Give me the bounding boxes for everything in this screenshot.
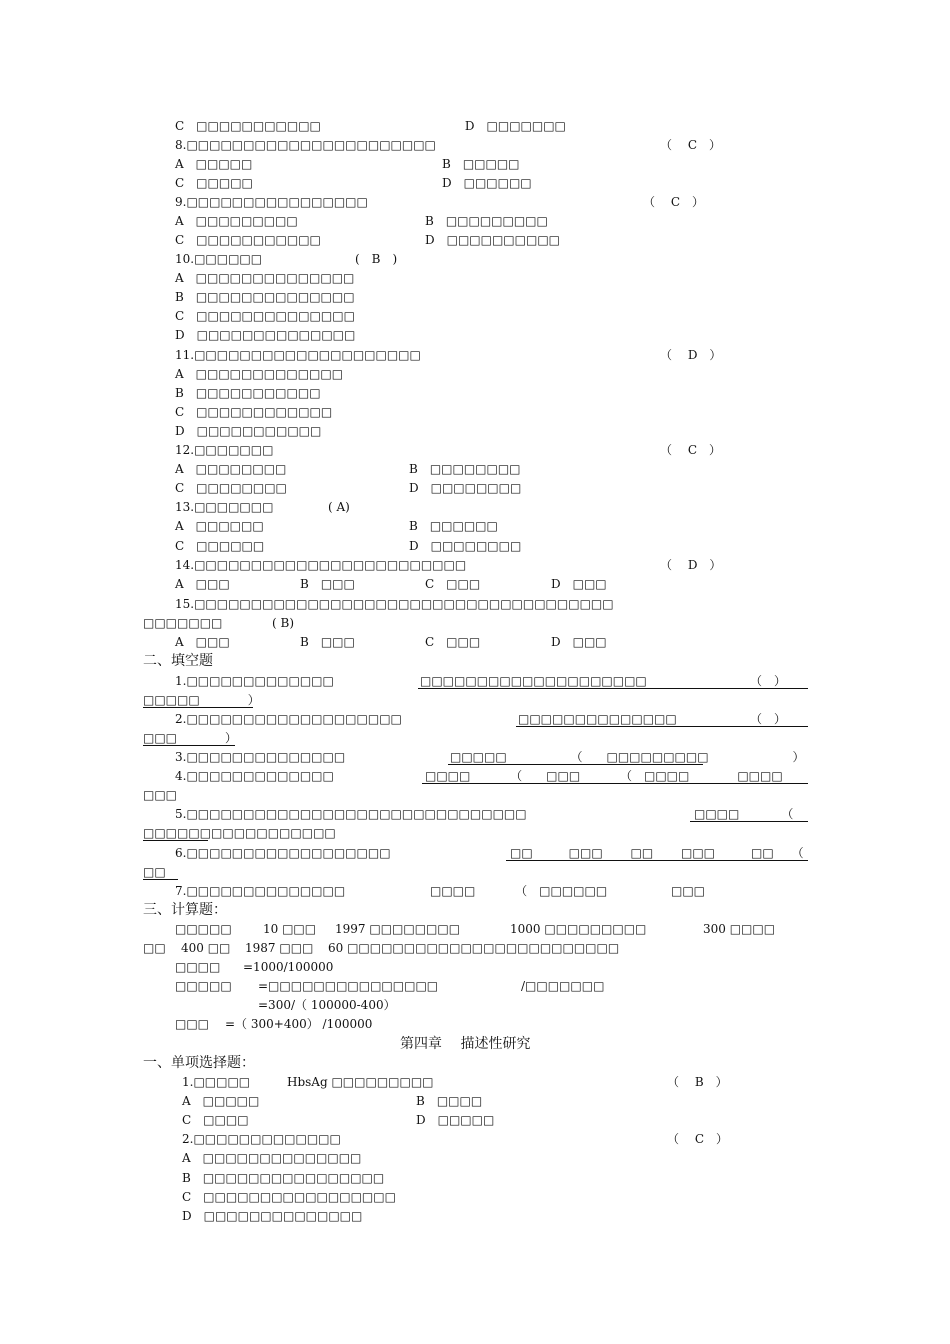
answer-underline (143, 692, 253, 708)
question-option: D □□□□□□□□□□□ (175, 424, 322, 438)
question-option: D □□□□□□□□□□□□□□ (175, 328, 356, 342)
fill-answer: （ ） (750, 712, 787, 726)
question-option: B □□□□□□□□□□□□□□□□ (182, 1171, 385, 1185)
answer-marker: （ D ） (660, 348, 722, 362)
question-stem-continued: □□□□□□□ (143, 616, 223, 630)
fill-answer: □□□□□□□□□□□□□□ (518, 712, 677, 726)
fill-answer: □□ (143, 865, 166, 879)
calc-formula: /□□□□□□□ (521, 979, 605, 993)
calc-text: 1997 □□□□□□□□ (335, 922, 461, 936)
question-option: C □□□□ (182, 1113, 249, 1127)
fill-answer: □□ □□□ □□ □□□ □□ （ (510, 846, 804, 860)
answer-underline (690, 806, 808, 822)
question-option: B □□□□□□□□□□□ (175, 386, 321, 400)
question-option: C □□□□□□□□ (175, 481, 287, 495)
question-stem: 13.□□□□□□□ (175, 500, 274, 514)
fill-question: 6.□□□□□□□□□□□□□□□□□□ (175, 846, 391, 860)
question-option: A □□□□□ (182, 1094, 260, 1108)
answer-marker: （ C ） (660, 443, 721, 457)
answer-underline (143, 864, 178, 880)
question-option: A □□□ (175, 577, 230, 591)
question-option: A □□□□□□□□□ (175, 214, 298, 228)
question-option: D □□□□□□□□□□□□□□ (182, 1209, 363, 1223)
question-option: B □□□ (300, 577, 355, 591)
question-option: C □□□□□□□□□□□ (175, 233, 321, 247)
question-option: B □□□ (300, 635, 355, 649)
calc-label: □□□ (175, 1017, 210, 1031)
calc-formula: =（ 300+400） /100000 (225, 1017, 373, 1031)
question-option: D □□□□□ (416, 1113, 495, 1127)
question-option: A □□□□□□□□□□□□□□ (182, 1151, 362, 1165)
question-option: B □□□□□ (442, 157, 520, 171)
calc-text: 10 □□□ (263, 922, 317, 936)
fill-answer: □□□□ （ (694, 807, 794, 821)
calc-text: 1000 □□□□□□□□□ (510, 922, 647, 936)
question-option: C □□□□□ (175, 176, 253, 190)
fill-question: 4.□□□□□□□□□□□□□ (175, 769, 334, 783)
question-option: C □□□□□□□□□□□□□□ (175, 309, 355, 323)
answer-marker: （ B ） (667, 1075, 728, 1089)
answer-marker: （ C ） (667, 1132, 728, 1146)
fill-answer: □□□ ） (143, 731, 238, 745)
answer-underline (516, 711, 808, 727)
calc-label: □□□□ (175, 960, 221, 974)
question-option: B □□□□□□□□□□□□□□ (175, 290, 355, 304)
question-option: D □□□□□□□□ (409, 481, 522, 495)
question-stem: 2.□□□□□□□□□□□□□ (182, 1132, 341, 1146)
question-option: C □□□ (425, 577, 481, 591)
question-option: B □□□□□□ (409, 519, 498, 533)
answer-marker: ( A) (328, 500, 350, 514)
calc-text: 1987 □□□ (245, 941, 314, 955)
answer-marker: （ C ） (660, 138, 721, 152)
question-option: D □□□□□□ (442, 176, 532, 190)
answer-underline (143, 730, 238, 746)
question-option: A □□□□□□□□□□□□□□ (175, 271, 355, 285)
answer-marker: （ C ） (643, 195, 704, 209)
question-stem: 10.□□□□□□ (175, 252, 263, 266)
calc-formula: =300/（ 100000-400） (258, 998, 396, 1012)
answer-marker: ( B) (272, 616, 294, 630)
fill-question: 2.□□□□□□□□□□□□□□□□□□□ (175, 712, 402, 726)
question-option: D □□□□□□□□ (409, 539, 522, 553)
answer-underline (422, 768, 808, 784)
answer-underline (143, 825, 208, 841)
answer-marker: （ D ） (660, 558, 722, 572)
fill-answer: □□□□□ ） (143, 693, 260, 707)
question-option: A □□□□□□ (175, 519, 264, 533)
fill-answer: □□□ (143, 788, 178, 802)
fill-answer: （ ） (750, 674, 787, 688)
question-stem: 9.□□□□□□□□□□□□□□□□ (175, 195, 368, 209)
fill-question: 3.□□□□□□□□□□□□□□ (175, 750, 346, 764)
calc-formula: =1000/100000 (243, 960, 334, 974)
calc-formula: =□□□□□□□□□□□□□□□ (258, 979, 439, 993)
chapter-title: 第四章 描述性研究 (400, 1036, 531, 1052)
answer-underline (506, 845, 808, 861)
question-option: C □□□ (425, 635, 481, 649)
calc-text: □□ (143, 941, 166, 955)
question-option: A □□□□□□□□ (175, 462, 287, 476)
answer-underline (448, 749, 703, 765)
answer-marker: ( B ) (355, 252, 398, 266)
fill-question: 5.□□□□□□□□□□□□□□□□□□□□□□□□□□□□□□ (175, 807, 527, 821)
question-option: A □□□ (175, 635, 230, 649)
question-option: B □□□□□□□□□ (425, 214, 548, 228)
question-stem: 14.□□□□□□□□□□□□□□□□□□□□□□□□ (175, 558, 467, 572)
fill-answer: □□□□ （ □□□ （ □□□□ □□□□ (425, 769, 783, 783)
question-stem: 8.□□□□□□□□□□□□□□□□□□□□□□ (175, 138, 436, 152)
question-option: D □□□ (551, 635, 607, 649)
fill-answer: □□□□□□□□□□□□□□□□□□□□ (420, 674, 647, 688)
fill-question: 1.□□□□□□□□□□□□□ (175, 674, 334, 688)
calc-text: 300 □□□□ (703, 922, 776, 936)
question-stem: 11.□□□□□□□□□□□□□□□□□□□□ (175, 348, 421, 362)
question-option: B □□□□□□□□ (409, 462, 521, 476)
calc-text: 60 □□□□□□□□□□□□□□□□□□□□□□□□ (328, 941, 620, 955)
question-option: C □□□□□□□□□□□□ (175, 405, 333, 419)
question-stem: 12.□□□□□□□ (175, 443, 274, 457)
question-option: A □□□□□ (175, 157, 253, 171)
section-heading-calculation: 三、计算题： (143, 902, 227, 918)
fill-answer: □□□□□□□□□□□□□□□□□ (143, 826, 336, 840)
calc-label: □□□□□ (175, 979, 232, 993)
question-option: B □□□□ (416, 1094, 483, 1108)
calc-text: □□□□□ (175, 922, 232, 936)
fill-question: 7.□□□□□□□□□□□□□□ (175, 884, 346, 898)
answer-underline (418, 673, 808, 689)
fill-answer: □□□□□ （ □□□□□□□□□ ） (450, 750, 805, 764)
question-option: C □□□□□□□□□□□□□□□□□ (182, 1190, 396, 1204)
question-option: C □□□□□□ (175, 539, 265, 553)
question-stem: 15.□□□□□□□□□□□□□□□□□□□□□□□□□□□□□□□□□□□□□ (175, 597, 614, 611)
section-heading-fill-in: 二、填空题 (143, 653, 213, 669)
question-stem: HbsAg □□□□□□□□□ (287, 1075, 434, 1089)
question-option: A □□□□□□□□□□□□□ (175, 367, 344, 381)
section-heading-single-choice: 一、单项选择题： (143, 1055, 255, 1071)
fill-answer: □□□□ （ □□□□□□ □□□ (430, 884, 706, 898)
question-option: D □□□ (551, 577, 607, 591)
calc-text: 400 □□ (181, 941, 231, 955)
question-option: C □□□□□□□□□□□ D □□□□□□□ (175, 119, 566, 133)
question-stem: 1.□□□□□ (182, 1075, 251, 1089)
question-option: D □□□□□□□□□□ (425, 233, 561, 247)
